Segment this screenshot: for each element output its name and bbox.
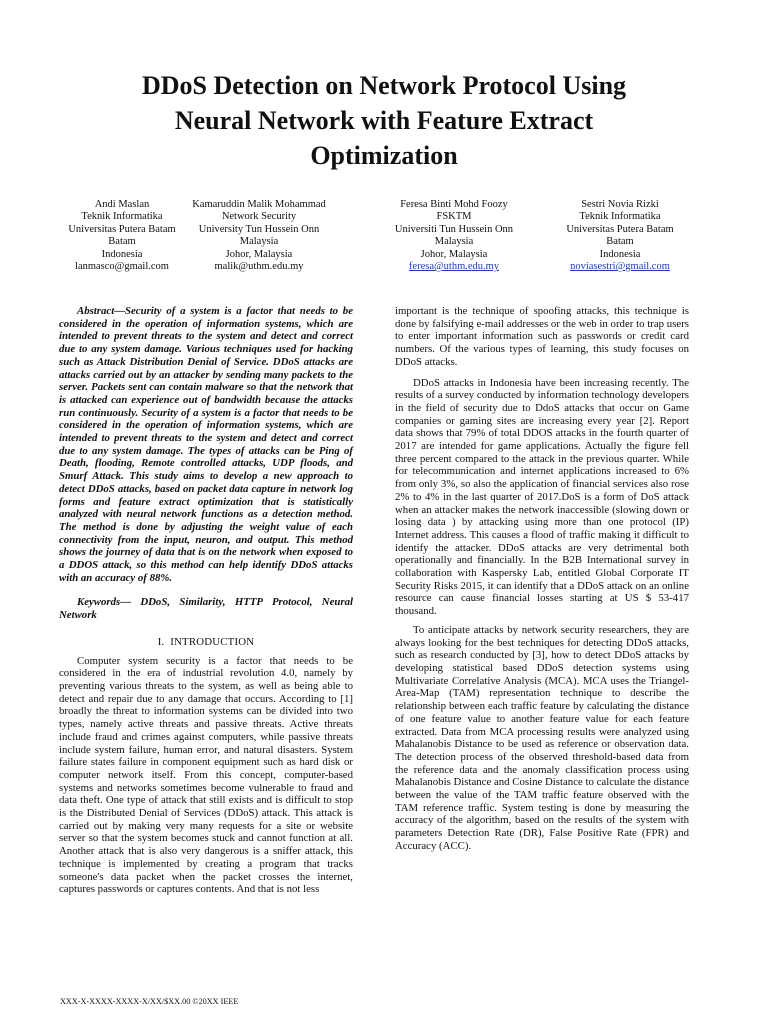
author-city: Batam: [606, 236, 634, 248]
author-org: University Tun Hussein Onn: [198, 223, 320, 235]
author-3: [376, 199, 532, 273]
title-line-2: Neural Network with Feature Extract: [174, 106, 594, 135]
author-name: Kamaruddin Malik Mohammad: [192, 199, 326, 210]
author-dept: Network Security: [221, 211, 297, 223]
author-org: Universitas Putera Batam: [68, 223, 176, 235]
paper-title: [60, 68, 708, 173]
author-name: Andi Maslan: [94, 199, 150, 210]
right-column: [395, 305, 689, 859]
author-city: Batam: [108, 236, 136, 248]
intro-paragraph-2: DDoS attacks in Indonesia have been increasing recently. The results of a survey conducted by information technology developers in the field of security due to DdoS attacks that occur on Game companies or gaming sites are increasing every year [2]. Report data shows that 79% of total DDOS attacks in the fourth quarter of 2017 are intended for game applications. Actually the figure fell three percent compared to the attack in the previous quarter. While for telecommunication and internet applications increased to 6% from only 3%, so also the application of financial services also rose 2% to 4% in the last quarter of 2017.DoS is a form of DoS attack when an attacker makes the network inaccessible (slowing down or losing data ) by attacking using more than one protocol (IP) Internet address. This causes a flood of traffic making it difficult to identify the attacker. DDoS attacks are very detrimental both operationally and financially. In the B2B International survey in collaboration with Kaspersky Lab, entitled Global Corporate IT Security Risks 2015, it can identify that a DDoS attack on an online resource can cause financial losses starting at US $ 53-417 thousand.: [395, 376, 689, 618]
author-country: Indonesia: [599, 248, 641, 260]
author-org: Universiti Tun Hussein Onn: [394, 223, 514, 235]
intro-paragraph-1: Computer system security is a factor that needs to be considered in the era of industrial revolution 4.0, namely by preventing various threats to the system, as well as being able to detect and repair due to any damage that occurs. According to [1] broadly the threat to information systems can be divided into two types, namely active threats and passive threats. Active threats include fraud and crimes against computers, while passive threats include system failure, human error, and natural disasters. System failure states failure in component equipment such as hard disk or computer network itself. From this concept, computer-based systems and networks sometimes become vulnerable to fraud and data theft. One type of attack that still exists and is difficult to stop is the Distributed Denial of Services (DDoS) attack. This attack is carried out by making very many requests for a site or website server so that the system becomes stuck and cannot function at all. Another attack that is also very dangerous is a sniffer attack, this technique is implemented by creating a program that tracks someone's data packet when the packet crosses the internet, captures passwords or captures contents. And that is not less: [59, 654, 353, 896]
author-2: [184, 199, 334, 273]
author-city: Malaysia: [434, 236, 474, 248]
author-dept: Teknik Informatika: [81, 211, 163, 223]
section-heading-introduction: [59, 636, 353, 649]
abstract: Abstract—Security of a system is a factor that needs to be considered in the operation of information systems, which are intended to prevent threats to the system and detect and correct due to any system damage. Various techniques used for hacking such as Attack Distribution Denial of Service. DDoS attacks are attacks carried out by an attacker by sending many packets to the server. Packets sent can contain malware so that the network that is attacked can experience out of bandwidth because the attacks run continuously. Security of a system is a factor that needs to be considered in the operation of information systems, which are intended to prevent threats to the system and detect and correct due to any system damage. The types of attacks can be Ping of Death, flooding, Remote controlled attacks, UDP floods, and Smurf Attack. This study aims to develop a new approach to detect DDoS attacks, based on packet data capture in network log forms and feature extract optimization that is statistically analyzed with neural network functions as a detection method. The method is done by adjusting the weight value of each connectivity from the input, neuron, and output. This method shows the journey of data that is on the network when exposed to a DDOS attack, so this method can help identify DDoS attacks with an accuracy of 88%.: [59, 305, 353, 584]
author-email: malik@uthm.edu.my: [214, 261, 304, 273]
section-title-first-letter: I: [170, 635, 175, 648]
intro-paragraph-3: To anticipate attacks by network security researchers, they are always looking for the best techniques for detecting DDoS attacks, such as research conducted by [3], how to detect DDoS attacks by developing statistical based DDoS detection systems using Multivariate Correlative Analysis (MCA). MCA uses the Triangel-Area-Map (TAM) representation technique to describe the relationship between each traffic feature by calculating the distance of one feature value to another feature value for each feature extracted. Data from MCA processing results were analyzed using Mahalanobis Distance to be used as reference or observation data. The detection process of the observed threshold-based data from the reference data and the anomaly classification process using Mahalanobis Distance and Cosine Distance to calculate the distance between the value of the TAM traffic feature observed with the TAM reference traffic. System testing is done by measuring the accuracy of the algorithm, based on the results of the system with parameters Detection Rate (DR), False Positive Rate (FPR) and Accuracy (ACC).: [395, 623, 689, 852]
author-country: Johor, Malaysia: [420, 248, 488, 260]
author-name: Feresa Binti Mohd Foozy: [400, 199, 508, 210]
section-numeral: I.: [157, 635, 165, 648]
author-email: lanmasco@gmail.com: [75, 261, 169, 273]
author-email-link[interactable]: feresa@uthm.edu.my: [408, 261, 500, 273]
author-country: Johor, Malaysia: [225, 248, 293, 260]
author-country: Indonesia: [101, 248, 143, 260]
author-email-link[interactable]: noviasestri@gmail.com: [570, 261, 670, 273]
keywords: Keywords— DDoS, Similarity, HTTP Protocol, Neural Network: [59, 596, 353, 622]
intro-paragraph-1-continued: important is the technique of spoofing attacks, this technique is done by falsifying e-mail addresses or the web in order to trap users to enter important information such as passwords or credit card numbers. Of the various types of learning, this study focuses on DDoS attacks.: [395, 305, 689, 368]
title-line-3: Optimization: [310, 141, 458, 170]
title-line-1: DDoS Detection on Network Protocol Using: [141, 71, 627, 100]
author-4: [536, 199, 704, 273]
author-block: [60, 199, 720, 279]
section-title-rest: NTRODUCTION: [174, 635, 255, 648]
author-dept: FSKTM: [436, 211, 472, 223]
copyright-footer: XXX-X-XXXX-XXXX-X/XX/$XX.00 ©20XX IEEE: [60, 997, 239, 1006]
author-name: Sestri Novia Rizki: [581, 199, 659, 210]
author-city: Malaysia: [239, 236, 279, 248]
author-1: [60, 199, 184, 273]
author-org: Universitas Putera Batam: [566, 223, 674, 235]
left-column: [59, 305, 353, 902]
author-dept: Teknik Informatika: [579, 211, 661, 223]
